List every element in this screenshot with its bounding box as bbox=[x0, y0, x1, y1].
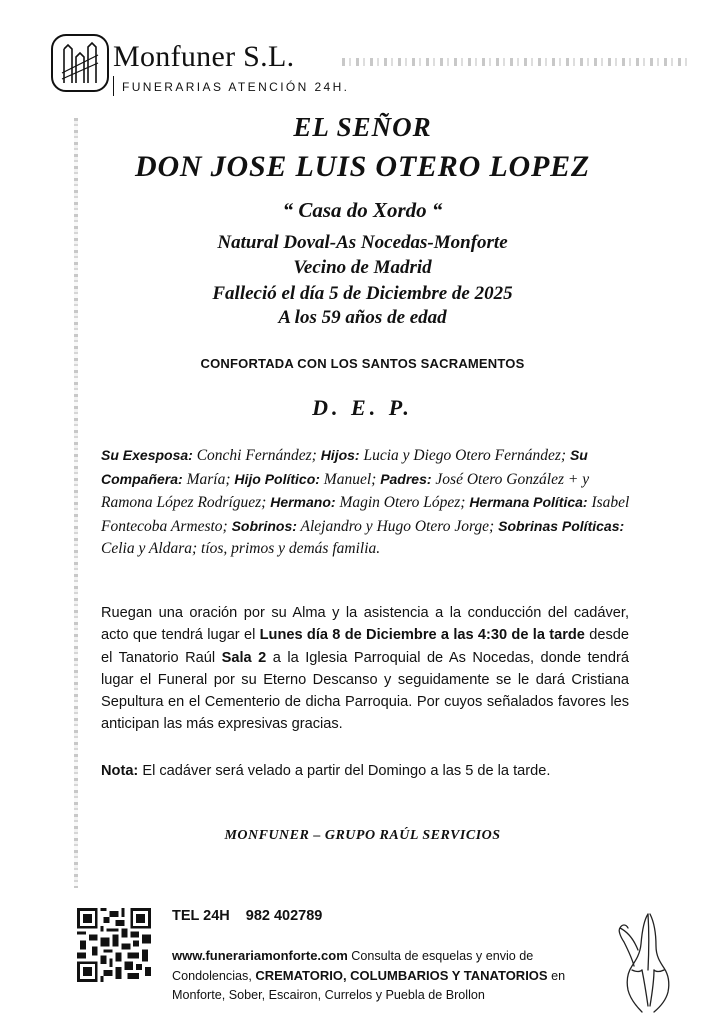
family-value: Magin Otero López; bbox=[335, 494, 466, 511]
family-value: María; bbox=[182, 470, 235, 488]
wake-note bbox=[101, 763, 641, 779]
note-label: Nota: bbox=[101, 763, 139, 779]
brand-divider bbox=[113, 76, 114, 96]
family-label: Sobrinos: bbox=[231, 517, 297, 534]
services-list: CREMATORIO, COLUMBARIOS Y TANATORIOS bbox=[255, 968, 548, 983]
ceremony-text: Ruegan una oración por su Alma y la asistencia a la conducción del cadáver, acto que tendrá lugar el bbox=[101, 605, 629, 644]
family-label: Padres: bbox=[380, 470, 432, 487]
family-label: Su Exesposa: bbox=[101, 447, 193, 463]
signature-line: MONFUNER – GRUPO RAÚL SERVICIOS bbox=[224, 828, 501, 843]
family-label: Hijo Político: bbox=[234, 470, 320, 487]
website-link[interactable]: www.funerariamonforte.com bbox=[172, 948, 348, 963]
phone-number[interactable]: 982 402789 bbox=[245, 908, 323, 924]
origin-line: Natural Doval-As Nocedas-Monforte bbox=[217, 232, 508, 253]
note-text: El cadáver será velado a partir del Domingo a las 5 de la tarde. bbox=[138, 763, 551, 779]
monfuner-logo-icon bbox=[50, 33, 110, 93]
notice-title: EL SEÑOR bbox=[293, 112, 432, 142]
family-label: Su Compañera: bbox=[101, 447, 588, 487]
brand-tagline: FUNERARIAS ATENCIÓN 24H. bbox=[122, 80, 350, 94]
sacraments-line: CONFORTADA CON LOS SANTOS SACRAMENTOS bbox=[200, 356, 525, 371]
contact-text: Consulta de esquelas y envio de Condolencias, bbox=[172, 949, 534, 983]
family-value: Isabel Fontecoba Armesto; bbox=[101, 494, 630, 535]
house-nickname: “ Casa do Xordo “ bbox=[282, 198, 443, 222]
family-label: Sobrinas Políticas: bbox=[498, 517, 625, 534]
family-label: Hermano: bbox=[270, 494, 336, 510]
ceremony-datetime: Lunes día 8 de Diciembre a las 4:30 de la tarde bbox=[259, 627, 585, 644]
phone-label: TEL 24H bbox=[172, 908, 230, 924]
ceremony-paragraph bbox=[101, 602, 629, 736]
family-paragraph bbox=[101, 444, 631, 561]
praying-hands-icon bbox=[614, 910, 686, 1014]
brand-name: Monfuner S.L. bbox=[113, 40, 295, 73]
family-value: Lucia y Diego Otero Fernández; bbox=[359, 447, 567, 464]
family-value: José Otero González + y Ramona López Rodríguez; bbox=[101, 470, 590, 511]
ceremony-text: desde el Tanatorio Raúl bbox=[101, 627, 630, 666]
scan-artifact-header bbox=[342, 58, 687, 66]
family-value: Conchi Fernández; bbox=[192, 447, 321, 464]
deceased-name: DON JOSE LUIS OTERO LOPEZ bbox=[134, 150, 591, 183]
ceremony-text: a la Iglesia Parroquial de As Nocedas, donde tendrá lugar el Funeral por su Eterno Descanso y seguidamente se le dará Cristiana Sepultura en el Cementerio de dicha Parroquia. Por cuyos señalados favores les anticipan las más expresivas gracias. bbox=[101, 649, 629, 733]
age-line: A los 59 años de edad bbox=[278, 307, 447, 328]
family-value: Manuel; bbox=[319, 470, 381, 488]
phone-line bbox=[172, 908, 322, 924]
family-label: Hermana Política: bbox=[469, 494, 588, 510]
residence-line: Vecino de Madrid bbox=[293, 257, 432, 278]
death-date-line: Falleció el día 5 de Diciembre de 2025 bbox=[212, 283, 513, 304]
family-value: Celia y Aldara; tíos, primos y demás familia. bbox=[101, 540, 381, 557]
qr-code-icon[interactable] bbox=[77, 907, 151, 983]
ceremony-room: Sala 2 bbox=[221, 649, 267, 666]
contact-text: en Monforte, Sober, Escairon, Currelos y Puebla de Brollon bbox=[172, 969, 566, 1002]
family-value: Alejandro y Hugo Otero Jorge; bbox=[296, 517, 499, 535]
rip-line: D. E. P. bbox=[312, 395, 413, 420]
family-label: Hijos: bbox=[320, 447, 360, 463]
contact-paragraph bbox=[172, 946, 612, 1005]
